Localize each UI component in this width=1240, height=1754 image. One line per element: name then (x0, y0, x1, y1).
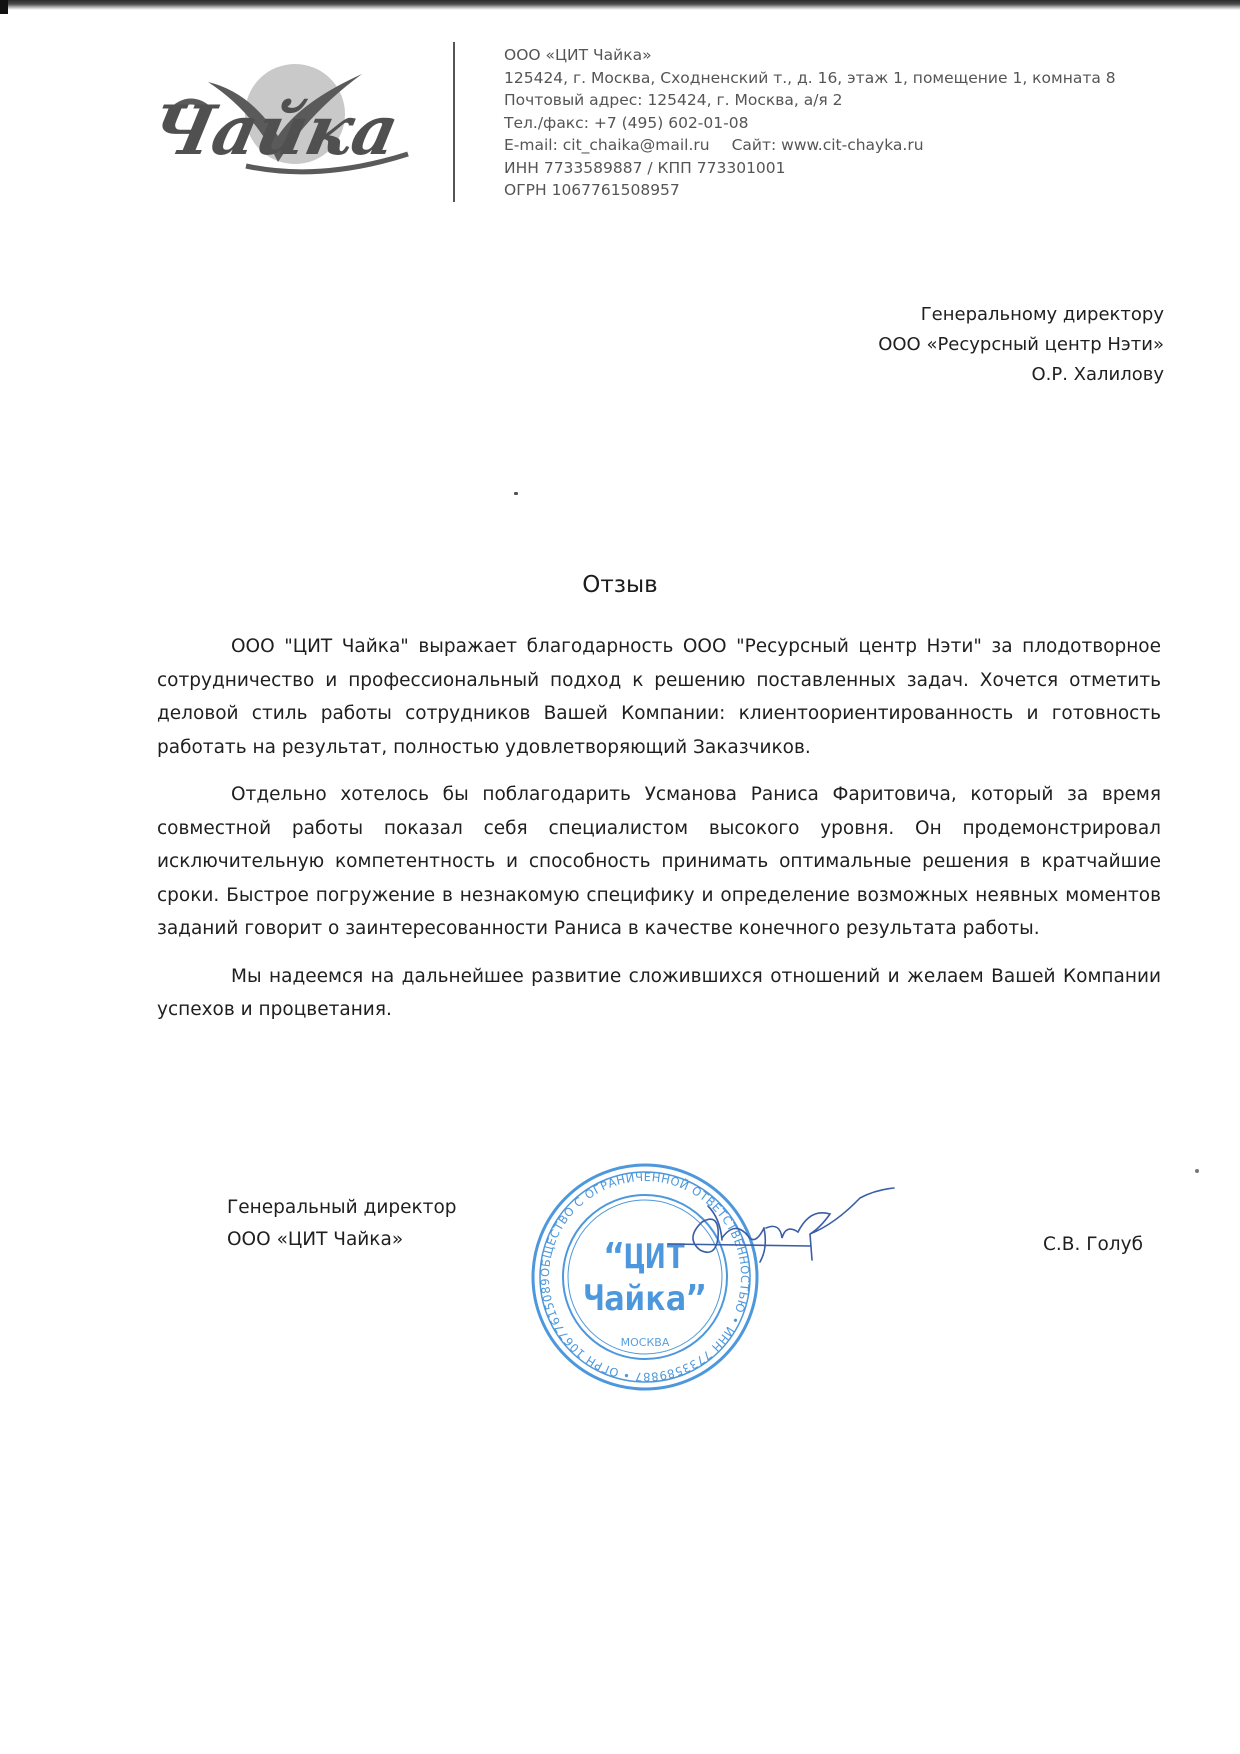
stamp-ring-text: ОБЩЕСТВО С ОГРАНИЧЕННОЙ ОТВЕТСТВЕННОСТЬЮ • ИНН 7733589887 • ОГРН 1067761508957 • МОСКВА • (522, 1149, 753, 1385)
paragraph: Отдельно хотелось бы поблагодарить Усманова Раниса Фаритовича, который за время совместной работы показал себя специалистом высокого уровня. Он продемонстрировал исключительную компетентность и способность принимать оптимальные решения в кратчайшие сроки. Быстрое погружение в незнакомую специфику и определение возможных неявных моментов заданий говорит о заинтересованности Раниса в качестве конечного результата работы. (157, 784, 1161, 939)
scan-edge (0, 0, 1240, 10)
ogrn: ОГРН 1067761508957 (504, 181, 680, 199)
scan-speck (514, 492, 518, 495)
scan-speck (1195, 1169, 1199, 1173)
paragraph: Мы надеемся на дальнейшее развитие сложившихся отношений и желаем Вашей Компании успехов и процветания. (157, 965, 1161, 1020)
tax-ids: ИНН 7733589887 / КПП 773301001 (504, 158, 786, 177)
contacts-line (504, 134, 1204, 157)
addressee-block (604, 300, 1164, 390)
signatory-position: Генеральный директор (227, 1197, 457, 1218)
company-logo (150, 62, 412, 184)
postal-address: Почтовый адрес: 125424, г. Москва, а/я 2 (504, 91, 843, 109)
company-name: ООО «ЦИТ Чайка» (504, 46, 652, 64)
signatory-block (227, 1192, 457, 1256)
email: E-mail: cit_chaika@mail.ru (504, 136, 710, 154)
paragraph: ООО "ЦИТ Чайка" выражает благодарность ООО "Ресурсный центр Нэти" за плодотворное сотрудничество и профессиональный подход к решению поставленных задач. Хочется отметить деловой стиль работы сотрудников Вашей Компании: клиентоориентированность и готовность работать на результат, полностью удовлетворяющий Заказчиков. (157, 636, 1161, 758)
website: Сайт: www.cit-chayka.ru (731, 136, 924, 154)
letter-body (157, 630, 1161, 1041)
scan-corner-mark (0, 0, 8, 14)
logo-text: Чайка (150, 90, 406, 171)
company-address: 125424, г. Москва, Сходненский т., д. 16, этаж 1, помещение 1, комната 8 (504, 68, 1116, 87)
addressee-name: О.Р. Халилову (1031, 364, 1164, 385)
signatory-company: ООО «ЦИТ Чайка» (227, 1229, 404, 1250)
signatory-name: С.В. Голуб (1042, 1234, 1143, 1255)
document-title: Отзыв (582, 572, 658, 598)
stamp-city: МОСКВА (620, 1336, 670, 1349)
stamp-center-line2: Чайка” (583, 1279, 707, 1319)
letterhead-divider (453, 42, 455, 202)
addressee-position: Генеральному директору (920, 304, 1164, 325)
phone-fax: Тел./факс: +7 (495) 602-01-08 (504, 113, 749, 132)
company-info (504, 44, 1204, 202)
stamp-center-line1: “ЦИТ (604, 1237, 686, 1277)
handwritten-signature (660, 1188, 900, 1288)
addressee-company: ООО «Ресурсный центр Нэти» (878, 334, 1164, 355)
